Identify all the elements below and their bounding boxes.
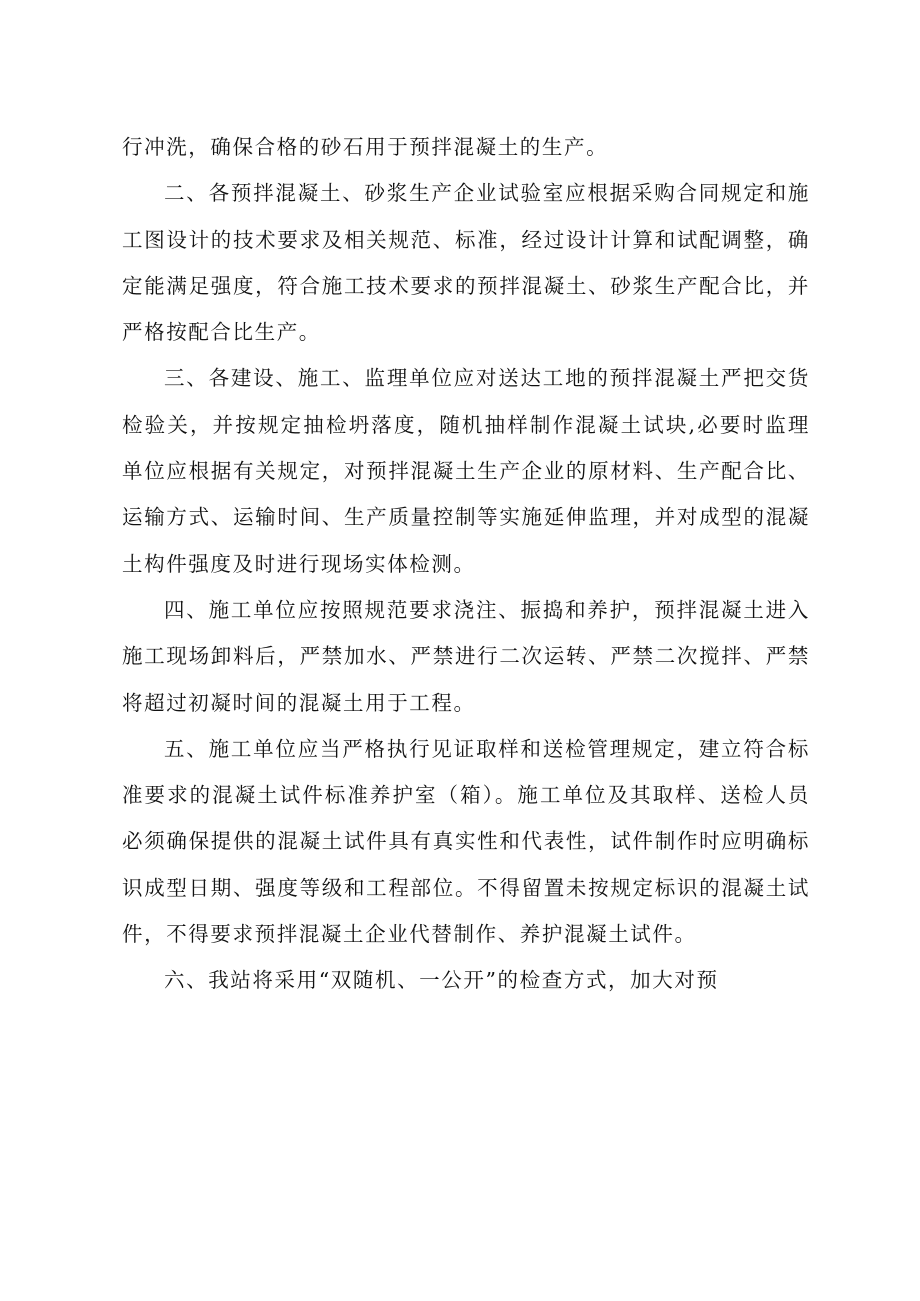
paragraph-item-6: 六、我站将采用“双随机、一公开”的检查方式，加大对预 [164,968,719,993]
document-body [122,124,810,1004]
paragraph-item-4: 四、施工单位应按照规范要求浇注、振捣和养护，预拌混凝土进入施工现场卸料后，严禁加水、严禁进行二次运转、严禁二次搅拌、严禁将超过初凝时间的混凝土用于工程。 [122,597,810,715]
paragraph-item-5: 五、施工单位应当严格执行见证取样和送检管理规定，建立符合标准要求的混凝土试件标准养护室（箱）。施工单位及其取样、送检人员必须确保提供的混凝土试件具有真实性和代表性，试件制作时应明确标识成型日期、强度等级和工程部位。不得留置未按规定标识的混凝土试件，不得要求预拌混凝土企业代替制作、养护混凝土试件。 [122,736,810,947]
paragraph-item-2: 二、各预拌混凝土、砂浆生产企业试验室应根据采购合同规定和施工图设计的技术要求及相关规范、标准，经过设计计算和试配调整，确定能满足强度，符合施工技术要求的预拌混凝土、砂浆生产配合比，并严格按配合比生产。 [122,181,810,345]
paragraph-item-3: 三、各建设、施工、监理单位应对送达工地的预拌混凝土严把交货检验关，并按规定抽检坍落度，随机抽样制作混凝土试块,必要时监理单位应根据有关规定，对预拌混凝土生产企业的原材料、生产配合比、运输方式、运输时间、生产质量控制等实施延伸监理，并对成型的混凝土构件强度及时进行现场实体检测。 [122,366,810,576]
paragraph-continuation: 行冲洗，确保合格的砂石用于预拌混凝土的生产。 [122,135,609,159]
